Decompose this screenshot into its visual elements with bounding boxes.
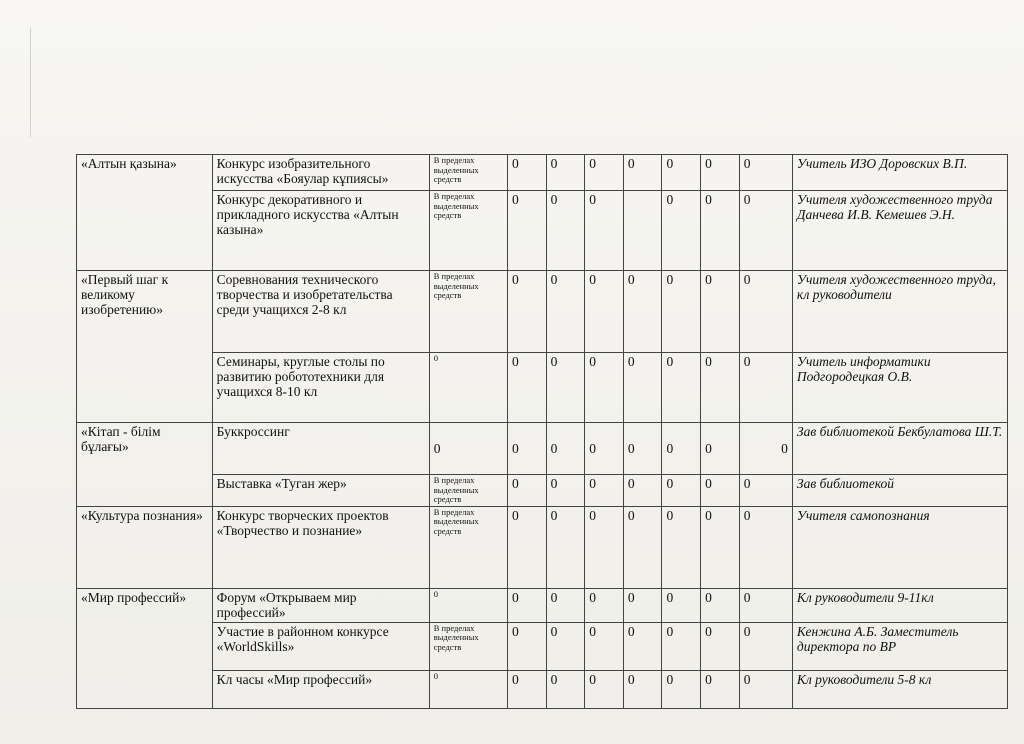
value-cell: 0 (546, 588, 585, 622)
table-row (77, 353, 1008, 423)
value-cell: 0 (701, 155, 740, 191)
value-cell: 0 (662, 588, 701, 622)
responsible-cell: Кенжина А.Б. Заместитель директора по ВР (792, 622, 1007, 670)
value-cell: 0 (623, 670, 662, 708)
value-cell: 0 (701, 588, 740, 622)
funding-cell: В пределах выделенных средств (429, 506, 507, 588)
value-cell: 0 (701, 271, 740, 353)
page-fold-mark (0, 27, 31, 155)
value-cell: 0 (701, 622, 740, 670)
value-cell: 0 (662, 622, 701, 670)
responsible-cell: Учителя художественного труда Данчева И.В. Кемешев Э.Н. (792, 191, 1007, 271)
value-cell: 0 (739, 271, 792, 353)
value-cell: 0 (701, 423, 740, 475)
value-cell (623, 191, 662, 271)
event-cell: Выставка «Туган жер» (212, 475, 429, 507)
funding-cell: 0 (429, 423, 507, 475)
event-cell: Кл часы «Мир профессий» (212, 670, 429, 708)
responsible-cell: Учитель информатики Подгородецкая О.В. (792, 353, 1007, 423)
value-cell: 0 (546, 155, 585, 191)
value-cell: 0 (623, 506, 662, 588)
table-row (77, 506, 1008, 588)
value-cell: 0 (739, 423, 792, 475)
table-row (77, 191, 1008, 271)
value-cell: 0 (701, 353, 740, 423)
event-cell: Форум «Открываем мир профессий» (212, 588, 429, 622)
responsible-cell: Учителя художественного труда, кл руководители (792, 271, 1007, 353)
funding-cell: В пределах выделенных средств (429, 622, 507, 670)
event-cell: Конкурс декоративного и прикладного искусства «Алтын казына» (212, 191, 429, 271)
value-cell: 0 (546, 506, 585, 588)
event-cell: Буккроссинг (212, 423, 429, 475)
program-cell: «Кітап - білім бұлағы» (77, 423, 213, 507)
event-cell: Семинары, круглые столы по развитию робототехники для учащихся 8-10 кл (212, 353, 429, 423)
value-cell: 0 (508, 155, 547, 191)
responsible-cell: Кл руководители 5-8 кл (792, 670, 1007, 708)
value-cell: 0 (508, 475, 547, 507)
value-cell: 0 (623, 271, 662, 353)
value-cell: 0 (701, 670, 740, 708)
event-cell: Соревнования технического творчества и изобретательства среди учащихся 2-8 кл (212, 271, 429, 353)
value-cell: 0 (739, 622, 792, 670)
value-cell: 0 (623, 622, 662, 670)
value-cell: 0 (585, 622, 624, 670)
value-cell: 0 (585, 423, 624, 475)
value-cell: 0 (739, 670, 792, 708)
funding-cell: В пределах выделенных средств (429, 191, 507, 271)
table-row (77, 271, 1008, 353)
table-row (77, 155, 1008, 191)
event-cell: Конкурс творческих проектов «Творчество и познание» (212, 506, 429, 588)
value-cell: 0 (739, 191, 792, 271)
funding-cell: В пределах выделенных средств (429, 475, 507, 507)
event-cell: Конкурс изобразительного искусства «Бояулар кұпиясы» (212, 155, 429, 191)
table-row (77, 475, 1008, 507)
value-cell: 0 (662, 353, 701, 423)
value-cell: 0 (662, 271, 701, 353)
value-cell: 0 (662, 423, 701, 475)
value-cell: 0 (508, 588, 547, 622)
plan-table (76, 154, 1008, 709)
value-cell: 0 (585, 670, 624, 708)
value-cell: 0 (739, 155, 792, 191)
value-cell: 0 (662, 475, 701, 507)
value-cell: 0 (623, 475, 662, 507)
value-cell: 0 (662, 670, 701, 708)
value-cell: 0 (585, 506, 624, 588)
value-cell: 0 (508, 506, 547, 588)
value-cell: 0 (508, 423, 547, 475)
table-row (77, 588, 1008, 622)
value-cell: 0 (508, 670, 547, 708)
funding-cell: 0 (429, 588, 507, 622)
value-cell: 0 (546, 423, 585, 475)
value-cell: 0 (546, 670, 585, 708)
value-cell: 0 (546, 191, 585, 271)
responsible-cell: Учителя самопознания (792, 506, 1007, 588)
value-cell: 0 (623, 353, 662, 423)
value-cell: 0 (585, 353, 624, 423)
value-cell: 0 (739, 506, 792, 588)
value-cell: 0 (508, 353, 547, 423)
funding-cell: В пределах выделенных средств (429, 155, 507, 191)
value-cell: 0 (662, 155, 701, 191)
value-cell: 0 (508, 191, 547, 271)
value-cell: 0 (585, 271, 624, 353)
value-cell: 0 (623, 423, 662, 475)
value-cell: 0 (623, 588, 662, 622)
value-cell: 0 (585, 588, 624, 622)
responsible-cell: Зав библиотекой Бекбулатова Ш.Т. (792, 423, 1007, 475)
program-cell: «Первый шаг к великому изобретению» (77, 271, 213, 423)
program-cell: «Алтын қазына» (77, 155, 213, 271)
value-cell: 0 (585, 155, 624, 191)
funding-cell: 0 (429, 353, 507, 423)
value-cell: 0 (701, 475, 740, 507)
value-cell: 0 (585, 191, 624, 271)
funding-cell: 0 (429, 670, 507, 708)
table-row (77, 423, 1008, 475)
value-cell: 0 (739, 353, 792, 423)
value-cell: 0 (508, 271, 547, 353)
table-row (77, 622, 1008, 670)
event-cell: Участие в районном конкурсе «WorldSkills» (212, 622, 429, 670)
value-cell: 0 (546, 271, 585, 353)
value-cell: 0 (546, 353, 585, 423)
responsible-cell: Учитель ИЗО Доровских В.П. (792, 155, 1007, 191)
funding-cell: В пределах выделенных средств (429, 271, 507, 353)
value-cell: 0 (662, 506, 701, 588)
value-cell: 0 (585, 475, 624, 507)
responsible-cell: Кл руководители 9-11кл (792, 588, 1007, 622)
value-cell: 0 (623, 155, 662, 191)
value-cell: 0 (546, 475, 585, 507)
responsible-cell: Зав библиотекой (792, 475, 1007, 507)
program-cell: «Культура познания» (77, 506, 213, 588)
value-cell: 0 (546, 622, 585, 670)
value-cell: 0 (739, 475, 792, 507)
table-row (77, 670, 1008, 708)
value-cell: 0 (662, 191, 701, 271)
value-cell: 0 (701, 191, 740, 271)
value-cell: 0 (739, 588, 792, 622)
program-cell: «Мир профессий» (77, 588, 213, 708)
value-cell: 0 (701, 506, 740, 588)
value-cell: 0 (508, 622, 547, 670)
